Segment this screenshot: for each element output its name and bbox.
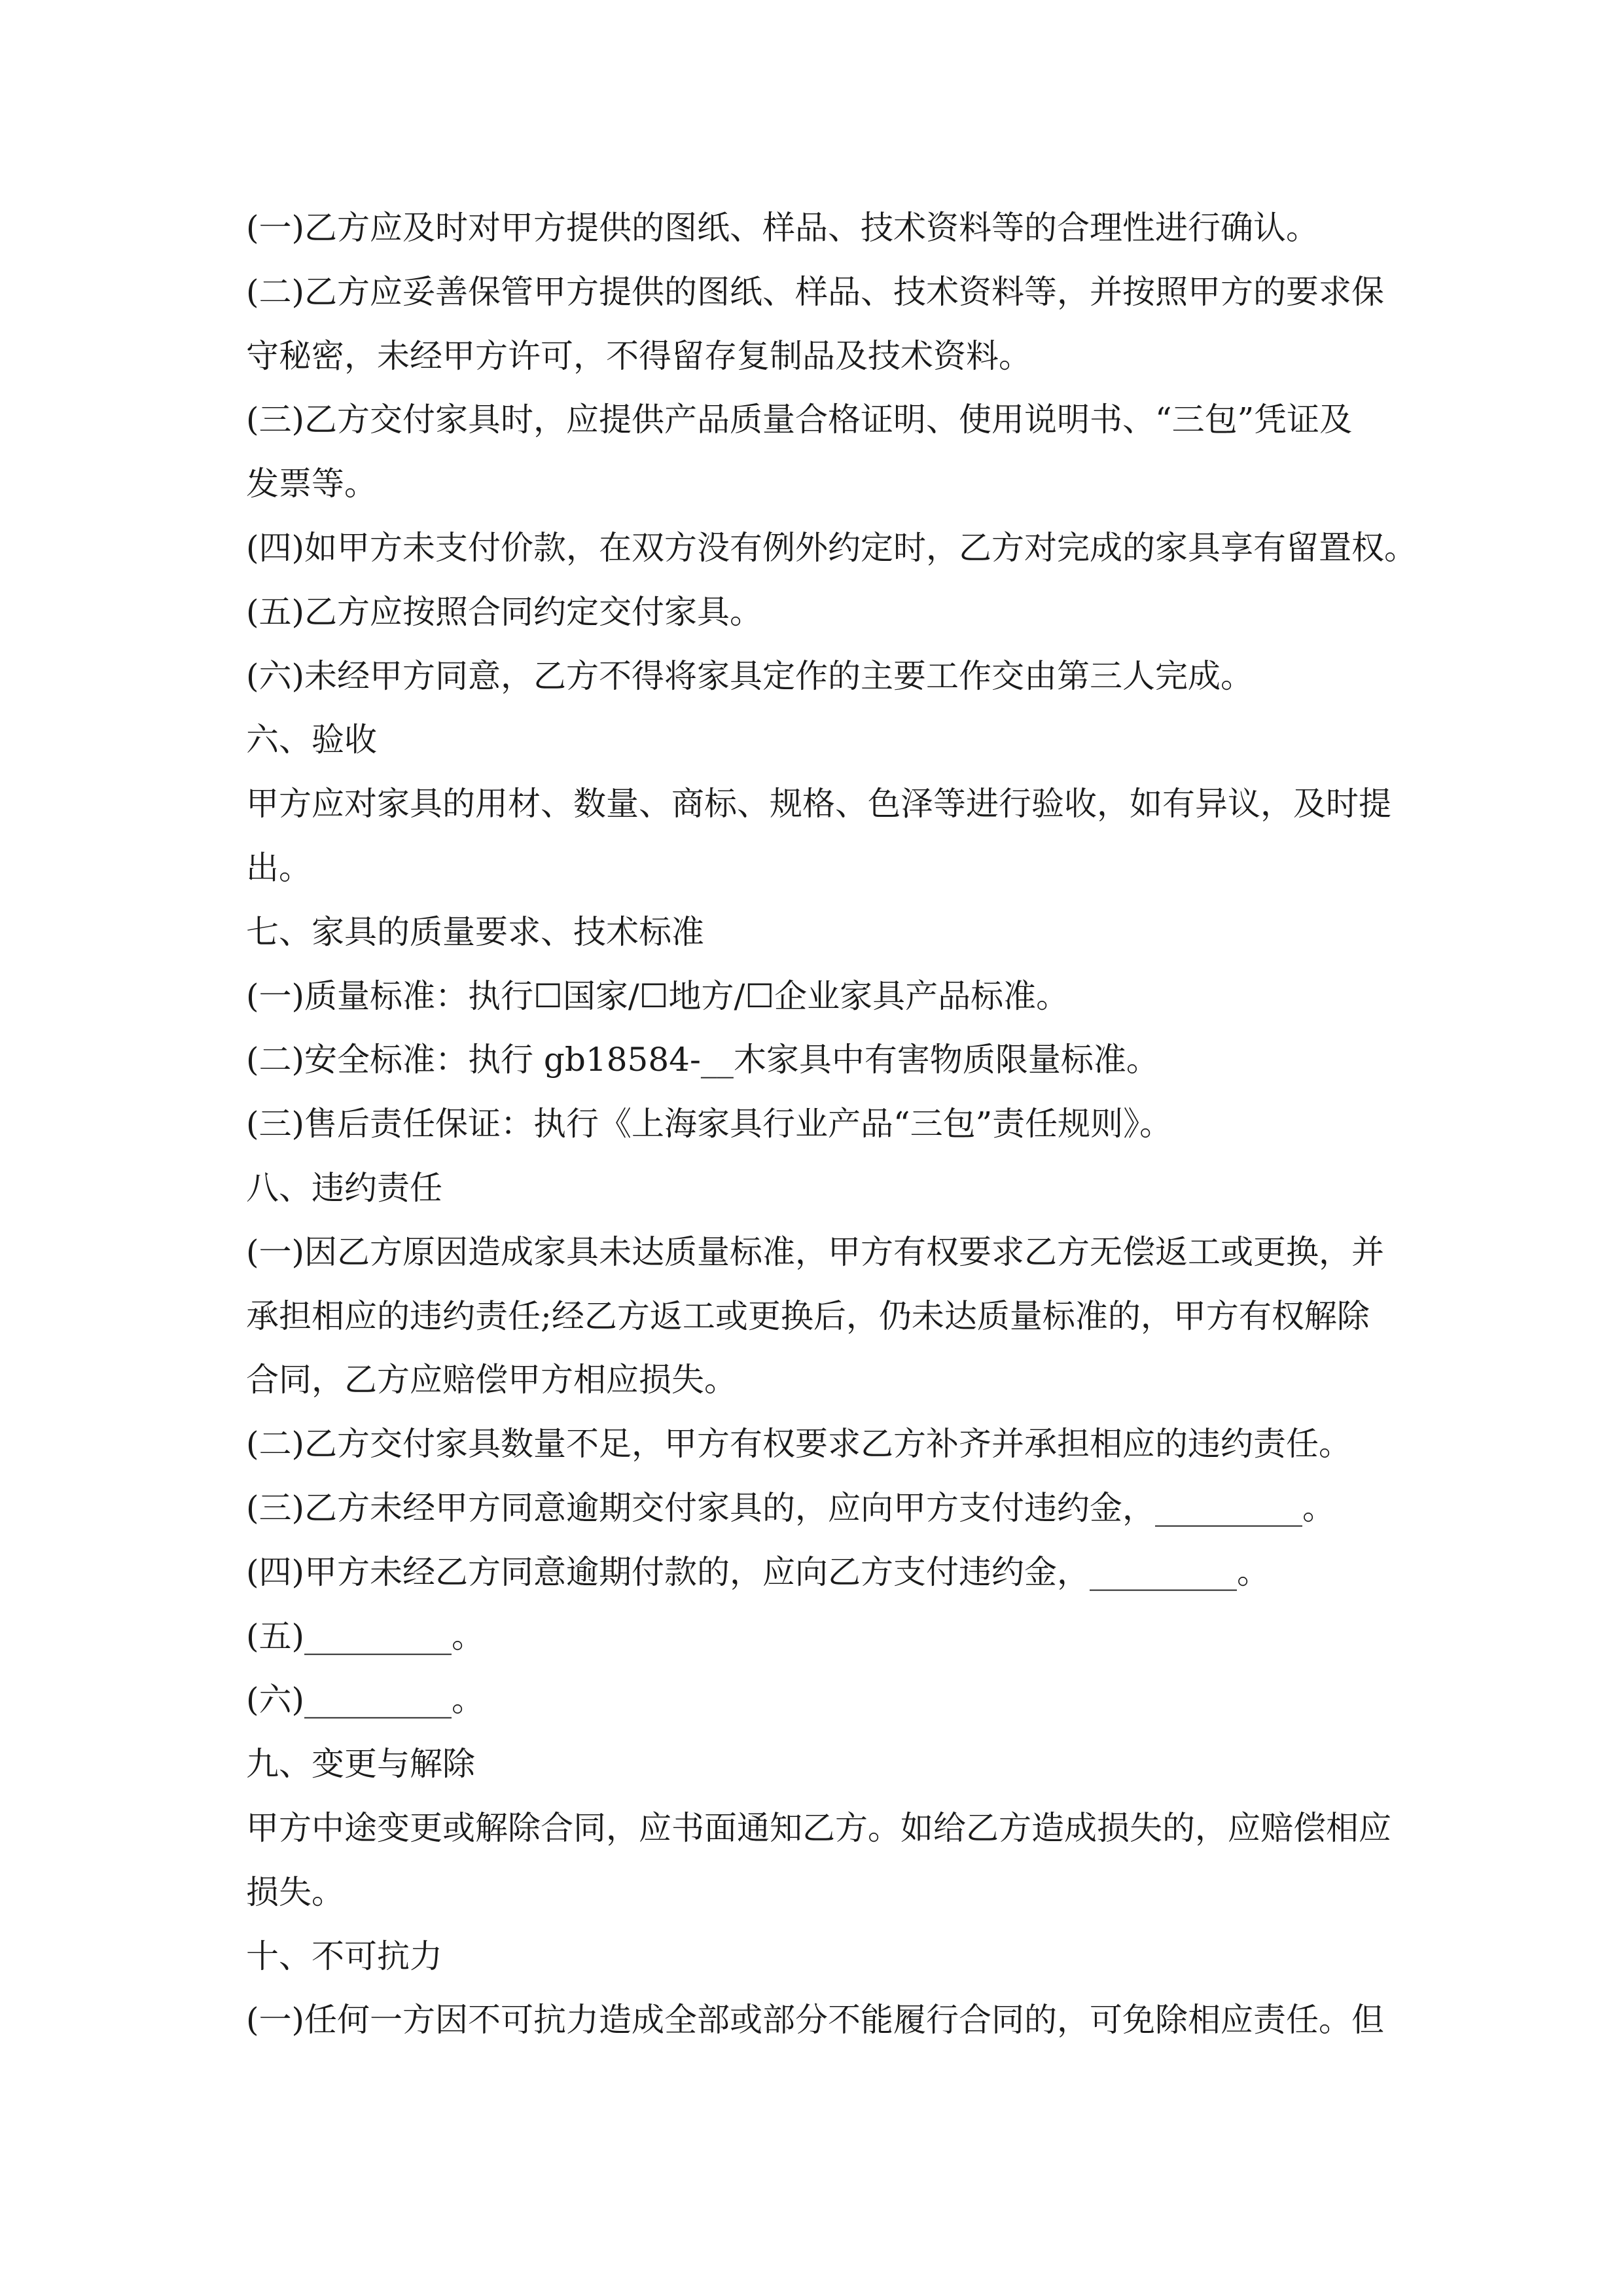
change-paragraph: 甲方中途变更或解除合同，应书面通知乙方。如给乙方造成损失的，应赔偿相应 bbox=[246, 1808, 1391, 1847]
clause-liability-quality: (一)因乙方原因造成家具未达质量标准，甲方有权要求乙方无偿返工或更换，并 bbox=[246, 1232, 1385, 1271]
clause-er-keep-secret: (二)乙方应妥善保管甲方提供的图纸、样品、技术资料等，并按照甲方的要求保 bbox=[246, 272, 1385, 311]
clause-quality-standard: (一)质量标准：执行☐国家/☐地方/☐企业家具产品标准。 bbox=[246, 977, 1069, 1015]
acceptance-paragraph-cont: 出。 bbox=[246, 848, 312, 887]
clause-liability-quality-cont: 承担相应的违约责任;经乙方返工或更换后，仍未达质量标准的，甲方有权解除 bbox=[246, 1297, 1370, 1335]
clause-liu-no-subcontract: (六)未经甲方同意，乙方不得将家具定作的主要工作交由第三人完成。 bbox=[246, 656, 1254, 695]
clause-wu-deliver: (五)乙方应按照合同约定交付家具。 bbox=[246, 592, 763, 631]
clause-liability-quality-cont2: 合同，乙方应赔偿甲方相应损失。 bbox=[246, 1361, 737, 1399]
acceptance-paragraph: 甲方应对家具的用材、数量、商标、规格、色泽等进行验收，如有异议，及时提 bbox=[246, 785, 1391, 823]
clause-si-lien: (四)如甲方未支付价款，在双方没有例外约定时，乙方对完成的家具享有留置权。 bbox=[246, 528, 1418, 567]
section-heading-liability: 八、违约责任 bbox=[246, 1168, 442, 1207]
clause-yi-confirm-materials: (一)乙方应及时对甲方提供的图纸、样品、技术资料等的合理性进行确认。 bbox=[246, 209, 1319, 247]
clause-liability-quantity: (二)乙方交付家具数量不足，甲方有权要求乙方补齐并承担相应的违约责任。 bbox=[246, 1425, 1352, 1463]
clause-liability-late-payment: (四)甲方未经乙方同意逾期付款的，应向乙方支付违约金，_________。 bbox=[246, 1552, 1270, 1591]
clause-san-delivery-docs: (三)乙方交付家具时，应提供产品质量合格证明、使用说明书、“三包”凭证及 bbox=[246, 401, 1353, 439]
clause-liability-blank-6: (六)_________。 bbox=[246, 1681, 485, 1719]
clause-san-delivery-docs-cont: 发票等。 bbox=[246, 465, 377, 503]
clause-liability-late-delivery: (三)乙方未经甲方同意逾期交付家具的，应向甲方支付违约金，_________。 bbox=[246, 1488, 1336, 1527]
change-paragraph-cont: 损失。 bbox=[246, 1873, 344, 1911]
clause-er-keep-secret-cont: 守秘密，未经甲方许可，不得留存复制品及技术资料。 bbox=[246, 336, 1031, 375]
clause-force-majeure: (一)任何一方因不可抗力造成全部或部分不能履行合同的，可免除相应责任。但 bbox=[246, 2001, 1385, 2039]
section-heading-force-majeure: 十、不可抗力 bbox=[246, 1937, 442, 1975]
section-heading-acceptance: 六、验收 bbox=[246, 721, 377, 759]
clause-safety-standard: (二)安全标准：执行 gb18584-__木家具中有害物质限量标准。 bbox=[246, 1041, 1159, 1079]
section-heading-change: 九、变更与解除 bbox=[246, 1745, 475, 1784]
section-heading-quality: 七、家具的质量要求、技术标准 bbox=[246, 912, 704, 951]
clause-after-sales: (三)售后责任保证：执行《上海家具行业产品“三包”责任规则》。 bbox=[246, 1105, 1173, 1143]
clause-liability-blank-5: (五)_________。 bbox=[246, 1617, 485, 1655]
document-body bbox=[246, 196, 1418, 2053]
